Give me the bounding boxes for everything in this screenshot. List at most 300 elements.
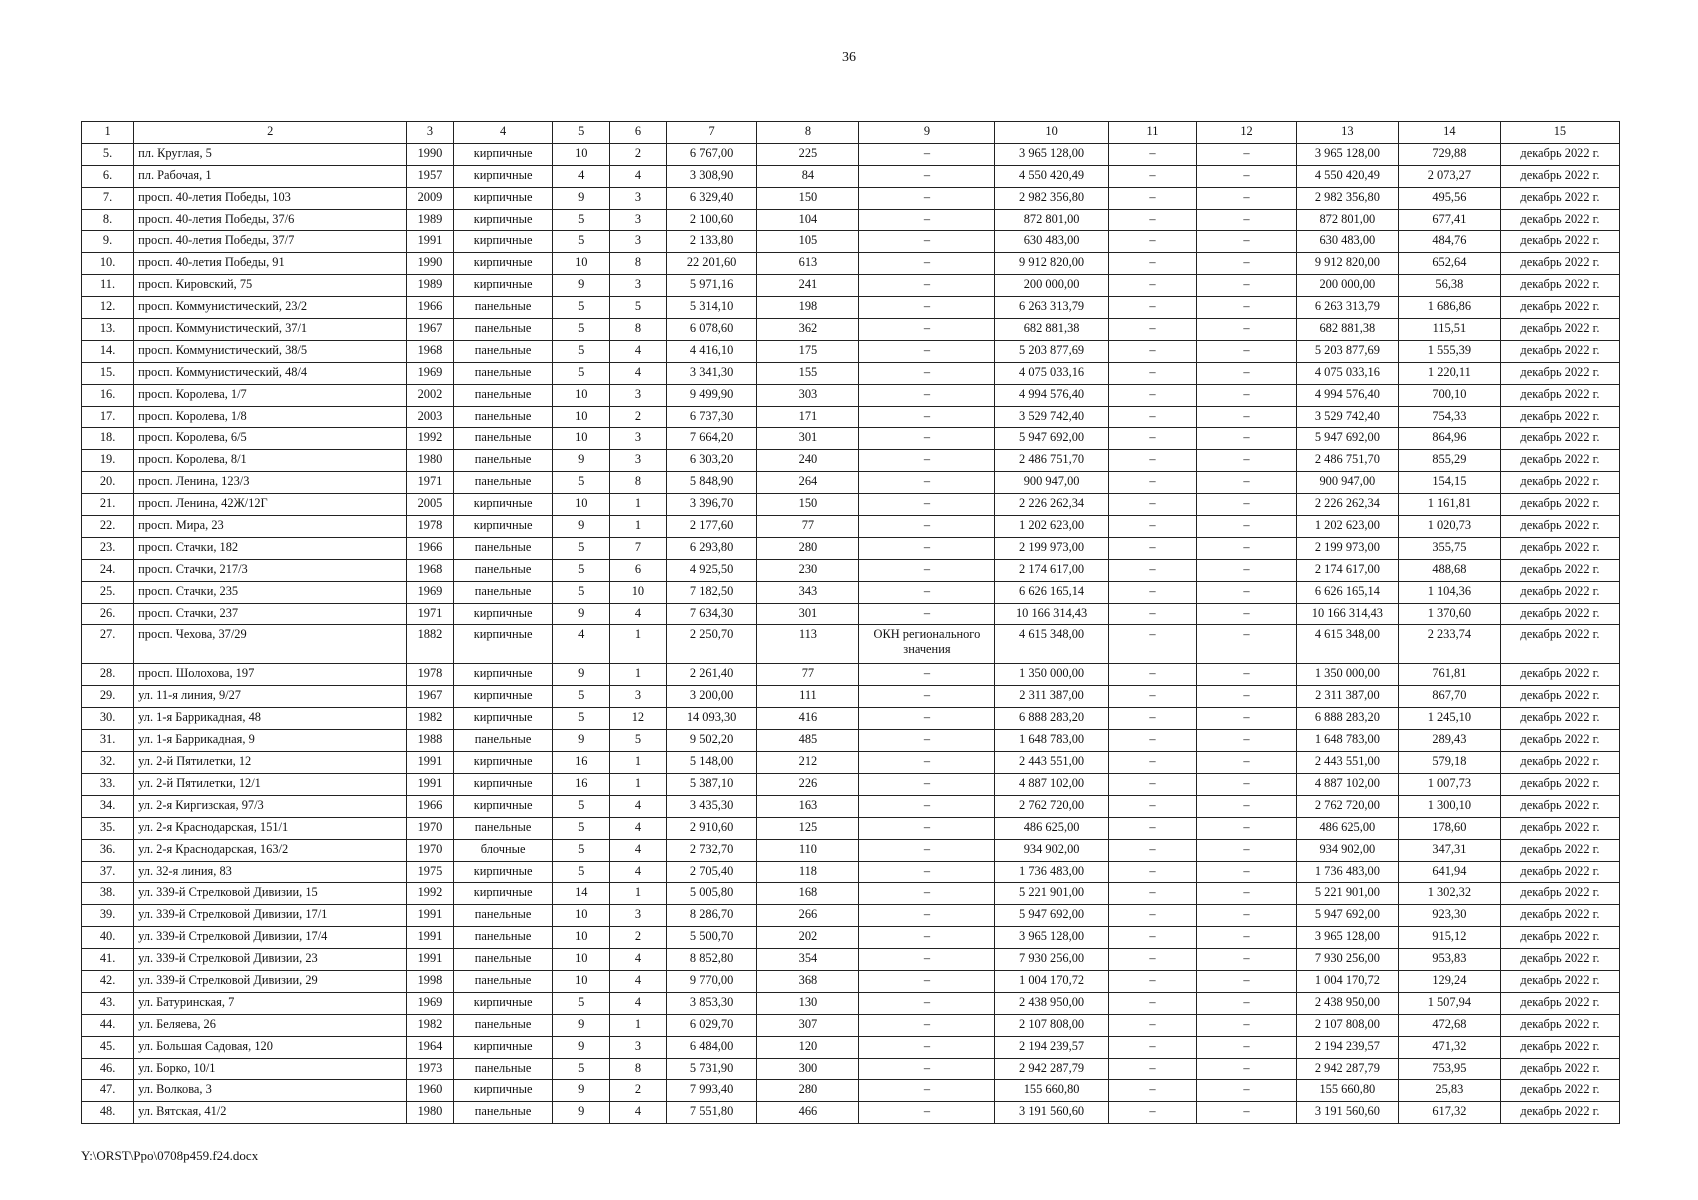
table-cell: –: [1108, 686, 1196, 708]
table-cell: 1970: [407, 817, 453, 839]
table-cell: 2 982 356,80: [995, 187, 1108, 209]
table-cell: –: [859, 752, 995, 774]
table-cell: –: [1108, 319, 1196, 341]
table-cell: 178,60: [1398, 817, 1500, 839]
table-cell: 2: [610, 1080, 667, 1102]
table-row: [82, 297, 1620, 319]
table-cell: 5: [553, 297, 610, 319]
table-cell: –: [859, 253, 995, 275]
table-cell: –: [1108, 730, 1196, 752]
table-cell: ул. Большая Садовая, 120: [134, 1036, 407, 1058]
table-row: [82, 275, 1620, 297]
table-row: [82, 708, 1620, 730]
table-cell: –: [1108, 165, 1196, 187]
table-cell: 1973: [407, 1058, 453, 1080]
table-cell: 35.: [82, 817, 134, 839]
table-cell: 5: [553, 839, 610, 861]
table-cell: –: [1108, 253, 1196, 275]
table-cell: –: [859, 795, 995, 817]
table-cell: –: [1108, 1102, 1196, 1124]
table-row: [82, 537, 1620, 559]
table-cell: 27.: [82, 625, 134, 664]
table-row: [82, 340, 1620, 362]
table-cell: 1 300,10: [1398, 795, 1500, 817]
table-cell: 300: [757, 1058, 859, 1080]
table-cell: 17.: [82, 406, 134, 428]
table-cell: декабрь 2022 г.: [1500, 1080, 1619, 1102]
table-cell: 77: [757, 664, 859, 686]
table-cell: 1968: [407, 559, 453, 581]
table-cell: 3 435,30: [666, 795, 757, 817]
table-cell: –: [859, 905, 995, 927]
table-cell: –: [859, 428, 995, 450]
table-cell: 3 308,90: [666, 165, 757, 187]
table-cell: 5 947 692,00: [995, 905, 1108, 927]
table-cell: кирпичные: [453, 187, 553, 209]
table-cell: 2 311 387,00: [995, 686, 1108, 708]
table-cell: 915,12: [1398, 927, 1500, 949]
table-cell: кирпичные: [453, 516, 553, 538]
table-cell: ул. 2-й Пятилетки, 12: [134, 752, 407, 774]
table-cell: 240: [757, 450, 859, 472]
table-cell: панельные: [453, 1014, 553, 1036]
table-cell: 6 263 313,79: [995, 297, 1108, 319]
table-cell: кирпичные: [453, 1080, 553, 1102]
table-cell: 4 615 348,00: [1296, 625, 1398, 664]
table-cell: 3: [610, 231, 667, 253]
table-cell: 1 007,73: [1398, 773, 1500, 795]
table-cell: 225: [757, 143, 859, 165]
table-cell: 1980: [407, 1102, 453, 1124]
table-cell: –: [859, 472, 995, 494]
table-cell: 872 801,00: [1296, 209, 1398, 231]
table-cell: 154,15: [1398, 472, 1500, 494]
table-cell: 24.: [82, 559, 134, 581]
table-cell: –: [1108, 817, 1196, 839]
table-row: [82, 1080, 1620, 1102]
table-cell: 484,76: [1398, 231, 1500, 253]
table-cell: 1989: [407, 209, 453, 231]
table-cell: 9: [553, 730, 610, 752]
table-cell: 354: [757, 949, 859, 971]
table-cell: 1971: [407, 603, 453, 625]
table-row: [82, 970, 1620, 992]
table-cell: 641,94: [1398, 861, 1500, 883]
table-cell: 3: [610, 187, 667, 209]
table-cell: 900 947,00: [995, 472, 1108, 494]
table-cell: 20.: [82, 472, 134, 494]
table-cell: –: [1108, 275, 1196, 297]
table-cell: 3: [610, 428, 667, 450]
table-cell: 1967: [407, 319, 453, 341]
column-header: 9: [859, 122, 995, 144]
table-cell: 32.: [82, 752, 134, 774]
table-cell: 9.: [82, 231, 134, 253]
table-cell: панельные: [453, 297, 553, 319]
table-cell: 43.: [82, 992, 134, 1014]
table-cell: декабрь 2022 г.: [1500, 664, 1619, 686]
table-cell: 175: [757, 340, 859, 362]
table-cell: 2 982 356,80: [1296, 187, 1398, 209]
table-cell: декабрь 2022 г.: [1500, 384, 1619, 406]
table-cell: 1990: [407, 143, 453, 165]
table-cell: 5 848,90: [666, 472, 757, 494]
table-cell: 120: [757, 1036, 859, 1058]
table-cell: –: [1108, 1036, 1196, 1058]
table-cell: 48.: [82, 1102, 134, 1124]
table-cell: 1 736 483,00: [1296, 861, 1398, 883]
table-cell: –: [859, 581, 995, 603]
table-cell: 8: [610, 253, 667, 275]
table-cell: декабрь 2022 г.: [1500, 883, 1619, 905]
table-cell: –: [1108, 992, 1196, 1014]
table-row: [82, 927, 1620, 949]
table-cell: 5 500,70: [666, 927, 757, 949]
table-cell: просп. Ленина, 123/3: [134, 472, 407, 494]
table-cell: 241: [757, 275, 859, 297]
column-header: 5: [553, 122, 610, 144]
table-cell: –: [1197, 384, 1297, 406]
column-header: 7: [666, 122, 757, 144]
table-cell: –: [1197, 340, 1297, 362]
table-cell: 3 341,30: [666, 362, 757, 384]
table-cell: 9 770,00: [666, 970, 757, 992]
table-cell: –: [1197, 494, 1297, 516]
table-cell: –: [859, 817, 995, 839]
table-cell: –: [1108, 839, 1196, 861]
table-cell: 630 483,00: [1296, 231, 1398, 253]
table-cell: –: [1197, 559, 1297, 581]
table-cell: –: [859, 340, 995, 362]
table-cell: ул. 2-я Краснодарская, 163/2: [134, 839, 407, 861]
table-cell: 84: [757, 165, 859, 187]
table-cell: декабрь 2022 г.: [1500, 165, 1619, 187]
table-cell: ул. 339-й Стрелковой Дивизии, 15: [134, 883, 407, 905]
table-cell: 1992: [407, 883, 453, 905]
table-cell: декабрь 2022 г.: [1500, 231, 1619, 253]
table-cell: 9: [553, 1036, 610, 1058]
table-cell: –: [1197, 839, 1297, 861]
table-cell: 864,96: [1398, 428, 1500, 450]
table-cell: –: [1197, 817, 1297, 839]
table-cell: –: [859, 209, 995, 231]
table-cell: –: [859, 275, 995, 297]
table-cell: –: [859, 730, 995, 752]
table-cell: 4 615 348,00: [995, 625, 1108, 664]
table-cell: 4: [610, 970, 667, 992]
table-cell: 301: [757, 428, 859, 450]
table-cell: 2 486 751,70: [995, 450, 1108, 472]
table-cell: –: [1108, 559, 1196, 581]
table-cell: 923,30: [1398, 905, 1500, 927]
table-cell: 2003: [407, 406, 453, 428]
table-cell: панельные: [453, 581, 553, 603]
table-cell: блочные: [453, 839, 553, 861]
table-cell: 5: [553, 319, 610, 341]
table-cell: 105: [757, 231, 859, 253]
table-cell: 486 625,00: [1296, 817, 1398, 839]
table-cell: –: [1108, 949, 1196, 971]
table-row: [82, 472, 1620, 494]
table-cell: 10: [553, 428, 610, 450]
table-cell: 47.: [82, 1080, 134, 1102]
table-cell: 7 993,40: [666, 1080, 757, 1102]
table-cell: панельные: [453, 319, 553, 341]
table-cell: 1: [610, 664, 667, 686]
table-cell: 6 484,00: [666, 1036, 757, 1058]
table-cell: 4: [610, 861, 667, 883]
table-cell: 5 203 877,69: [995, 340, 1108, 362]
table-cell: –: [1197, 516, 1297, 538]
table-row: [82, 450, 1620, 472]
table-cell: 754,33: [1398, 406, 1500, 428]
table-cell: 1978: [407, 664, 453, 686]
table-cell: 9: [553, 187, 610, 209]
table-cell: –: [1197, 362, 1297, 384]
table-cell: 9: [553, 664, 610, 686]
table-cell: –: [1108, 1014, 1196, 1036]
table-cell: –: [859, 319, 995, 341]
table-cell: 8: [610, 319, 667, 341]
table-cell: декабрь 2022 г.: [1500, 537, 1619, 559]
table-cell: 14 093,30: [666, 708, 757, 730]
table-cell: 1969: [407, 362, 453, 384]
table-cell: 10: [553, 406, 610, 428]
table-cell: кирпичные: [453, 165, 553, 187]
table-cell: 5 731,90: [666, 1058, 757, 1080]
table-cell: 200 000,00: [995, 275, 1108, 297]
table-cell: ул. Борко, 10/1: [134, 1058, 407, 1080]
column-header: 12: [1197, 122, 1297, 144]
table-cell: 682 881,38: [1296, 319, 1398, 341]
table-row: [82, 516, 1620, 538]
table-cell: 4: [610, 165, 667, 187]
table-cell: декабрь 2022 г.: [1500, 494, 1619, 516]
table-cell: 1 370,60: [1398, 603, 1500, 625]
table-cell: 5: [553, 209, 610, 231]
table-cell: 34.: [82, 795, 134, 817]
table-cell: 5.: [82, 143, 134, 165]
table-cell: 1 020,73: [1398, 516, 1500, 538]
table-cell: 38.: [82, 883, 134, 905]
table-cell: 9: [553, 603, 610, 625]
table-cell: 2 199 973,00: [1296, 537, 1398, 559]
table-row: [82, 384, 1620, 406]
table-cell: 3: [610, 209, 667, 231]
table-cell: 3: [610, 275, 667, 297]
table-cell: 4: [610, 340, 667, 362]
table-cell: 5 005,80: [666, 883, 757, 905]
column-header: 1: [82, 122, 134, 144]
table-cell: –: [1197, 730, 1297, 752]
table-cell: –: [1108, 927, 1196, 949]
table-cell: 2 107 808,00: [1296, 1014, 1398, 1036]
table-cell: 2 486 751,70: [1296, 450, 1398, 472]
table-cell: просп. Мира, 23: [134, 516, 407, 538]
table-cell: декабрь 2022 г.: [1500, 319, 1619, 341]
table-cell: 934 902,00: [1296, 839, 1398, 861]
table-cell: 2 100,60: [666, 209, 757, 231]
table-cell: 953,83: [1398, 949, 1500, 971]
table-cell: панельные: [453, 905, 553, 927]
table-row: [82, 581, 1620, 603]
table-cell: кирпичные: [453, 231, 553, 253]
table-cell: ОКН регионального значения: [859, 625, 995, 664]
table-cell: 7 930 256,00: [995, 949, 1108, 971]
table-cell: 31.: [82, 730, 134, 752]
table-cell: 8 286,70: [666, 905, 757, 927]
table-cell: 1 161,81: [1398, 494, 1500, 516]
table-cell: 25.: [82, 581, 134, 603]
table-cell: панельные: [453, 362, 553, 384]
table-cell: 682 881,38: [995, 319, 1108, 341]
table-cell: 6 293,80: [666, 537, 757, 559]
table-row: [82, 883, 1620, 905]
table-cell: –: [1197, 795, 1297, 817]
table-cell: просп. Королева, 8/1: [134, 450, 407, 472]
table-cell: 1 202 623,00: [1296, 516, 1398, 538]
table-cell: 6 767,00: [666, 143, 757, 165]
table-cell: 3 191 560,60: [995, 1102, 1108, 1124]
table-row: [82, 817, 1620, 839]
table-cell: 230: [757, 559, 859, 581]
table-cell: 280: [757, 537, 859, 559]
table-row: [82, 143, 1620, 165]
table-cell: –: [859, 603, 995, 625]
table-cell: –: [1108, 494, 1196, 516]
table-cell: декабрь 2022 г.: [1500, 773, 1619, 795]
table-row: [82, 730, 1620, 752]
table-cell: 1 350 000,00: [1296, 664, 1398, 686]
table-row: [82, 406, 1620, 428]
table-cell: декабрь 2022 г.: [1500, 686, 1619, 708]
table-cell: 10: [553, 253, 610, 275]
table-cell: 4 994 576,40: [995, 384, 1108, 406]
table-cell: 5: [553, 340, 610, 362]
table-cell: –: [1197, 165, 1297, 187]
table-cell: 416: [757, 708, 859, 730]
table-cell: 1998: [407, 970, 453, 992]
table-row: [82, 949, 1620, 971]
table-cell: –: [1197, 581, 1297, 603]
table-row: [82, 861, 1620, 883]
column-header: 3: [407, 122, 453, 144]
table-cell: 4: [610, 839, 667, 861]
table-cell: кирпичные: [453, 861, 553, 883]
table-cell: панельные: [453, 450, 553, 472]
table-cell: 301: [757, 603, 859, 625]
table-cell: –: [859, 927, 995, 949]
table-cell: 2 942 287,79: [1296, 1058, 1398, 1080]
table-row: [82, 428, 1620, 450]
table-cell: 22.: [82, 516, 134, 538]
table-cell: 2 910,60: [666, 817, 757, 839]
table-cell: панельные: [453, 406, 553, 428]
table-cell: 5 203 877,69: [1296, 340, 1398, 362]
table-cell: 5: [553, 362, 610, 384]
table-cell: 6: [610, 559, 667, 581]
table-row: [82, 839, 1620, 861]
table-cell: –: [1108, 428, 1196, 450]
table-cell: –: [1108, 362, 1196, 384]
table-cell: 4 075 033,16: [995, 362, 1108, 384]
table-cell: 6 078,60: [666, 319, 757, 341]
table-cell: 1964: [407, 1036, 453, 1058]
table-cell: декабрь 2022 г.: [1500, 970, 1619, 992]
table-cell: 163: [757, 795, 859, 817]
table-cell: –: [1197, 625, 1297, 664]
table-cell: 2 250,70: [666, 625, 757, 664]
page-number: 36: [842, 50, 856, 65]
file-path-footer: Y:\ORST\Ppo\0708p459.f24.docx: [81, 1148, 259, 1163]
table-cell: просп. Королева, 6/5: [134, 428, 407, 450]
table-cell: 10.: [82, 253, 134, 275]
table-cell: 1971: [407, 472, 453, 494]
table-cell: 104: [757, 209, 859, 231]
table-cell: 1991: [407, 773, 453, 795]
table-cell: ул. 1-я Баррикадная, 48: [134, 708, 407, 730]
table-cell: декабрь 2022 г.: [1500, 143, 1619, 165]
table-cell: 16.: [82, 384, 134, 406]
table-cell: –: [1197, 927, 1297, 949]
table-cell: 150: [757, 187, 859, 209]
table-cell: декабрь 2022 г.: [1500, 450, 1619, 472]
table-cell: 2 177,60: [666, 516, 757, 538]
table-cell: 1966: [407, 297, 453, 319]
table-cell: 6 626 165,14: [995, 581, 1108, 603]
table-cell: –: [859, 384, 995, 406]
table-cell: декабрь 2022 г.: [1500, 362, 1619, 384]
table-cell: декабрь 2022 г.: [1500, 625, 1619, 664]
table-row: [82, 625, 1620, 664]
table-cell: 3 396,70: [666, 494, 757, 516]
table-cell: 36.: [82, 839, 134, 861]
table-cell: 2 226 262,34: [995, 494, 1108, 516]
table-cell: –: [1197, 472, 1297, 494]
column-header: 6: [610, 122, 667, 144]
table-cell: 28.: [82, 664, 134, 686]
table-cell: декабрь 2022 г.: [1500, 795, 1619, 817]
table-cell: 5 947 692,00: [1296, 905, 1398, 927]
table-cell: –: [1108, 209, 1196, 231]
table-cell: –: [859, 1058, 995, 1080]
table-cell: –: [859, 861, 995, 883]
table-cell: 10: [553, 143, 610, 165]
table-row: [82, 752, 1620, 774]
table-cell: декабрь 2022 г.: [1500, 1058, 1619, 1080]
table-cell: 9: [553, 1014, 610, 1036]
table-cell: панельные: [453, 537, 553, 559]
table-cell: ул. Волкова, 3: [134, 1080, 407, 1102]
table-cell: 1991: [407, 905, 453, 927]
table-cell: 934 902,00: [995, 839, 1108, 861]
table-cell: 1982: [407, 708, 453, 730]
table-cell: 4: [610, 817, 667, 839]
table-cell: просп. Стачки, 235: [134, 581, 407, 603]
table-cell: 4 887 102,00: [1296, 773, 1398, 795]
table-cell: декабрь 2022 г.: [1500, 708, 1619, 730]
table-cell: 7 664,20: [666, 428, 757, 450]
table-cell: –: [859, 1080, 995, 1102]
table-row: [82, 187, 1620, 209]
table-cell: 8.: [82, 209, 134, 231]
table-cell: –: [1197, 708, 1297, 730]
table-cell: декабрь 2022 г.: [1500, 428, 1619, 450]
table-cell: 700,10: [1398, 384, 1500, 406]
table-cell: 1967: [407, 686, 453, 708]
table-cell: 4: [553, 165, 610, 187]
table-cell: 2 174 617,00: [995, 559, 1108, 581]
